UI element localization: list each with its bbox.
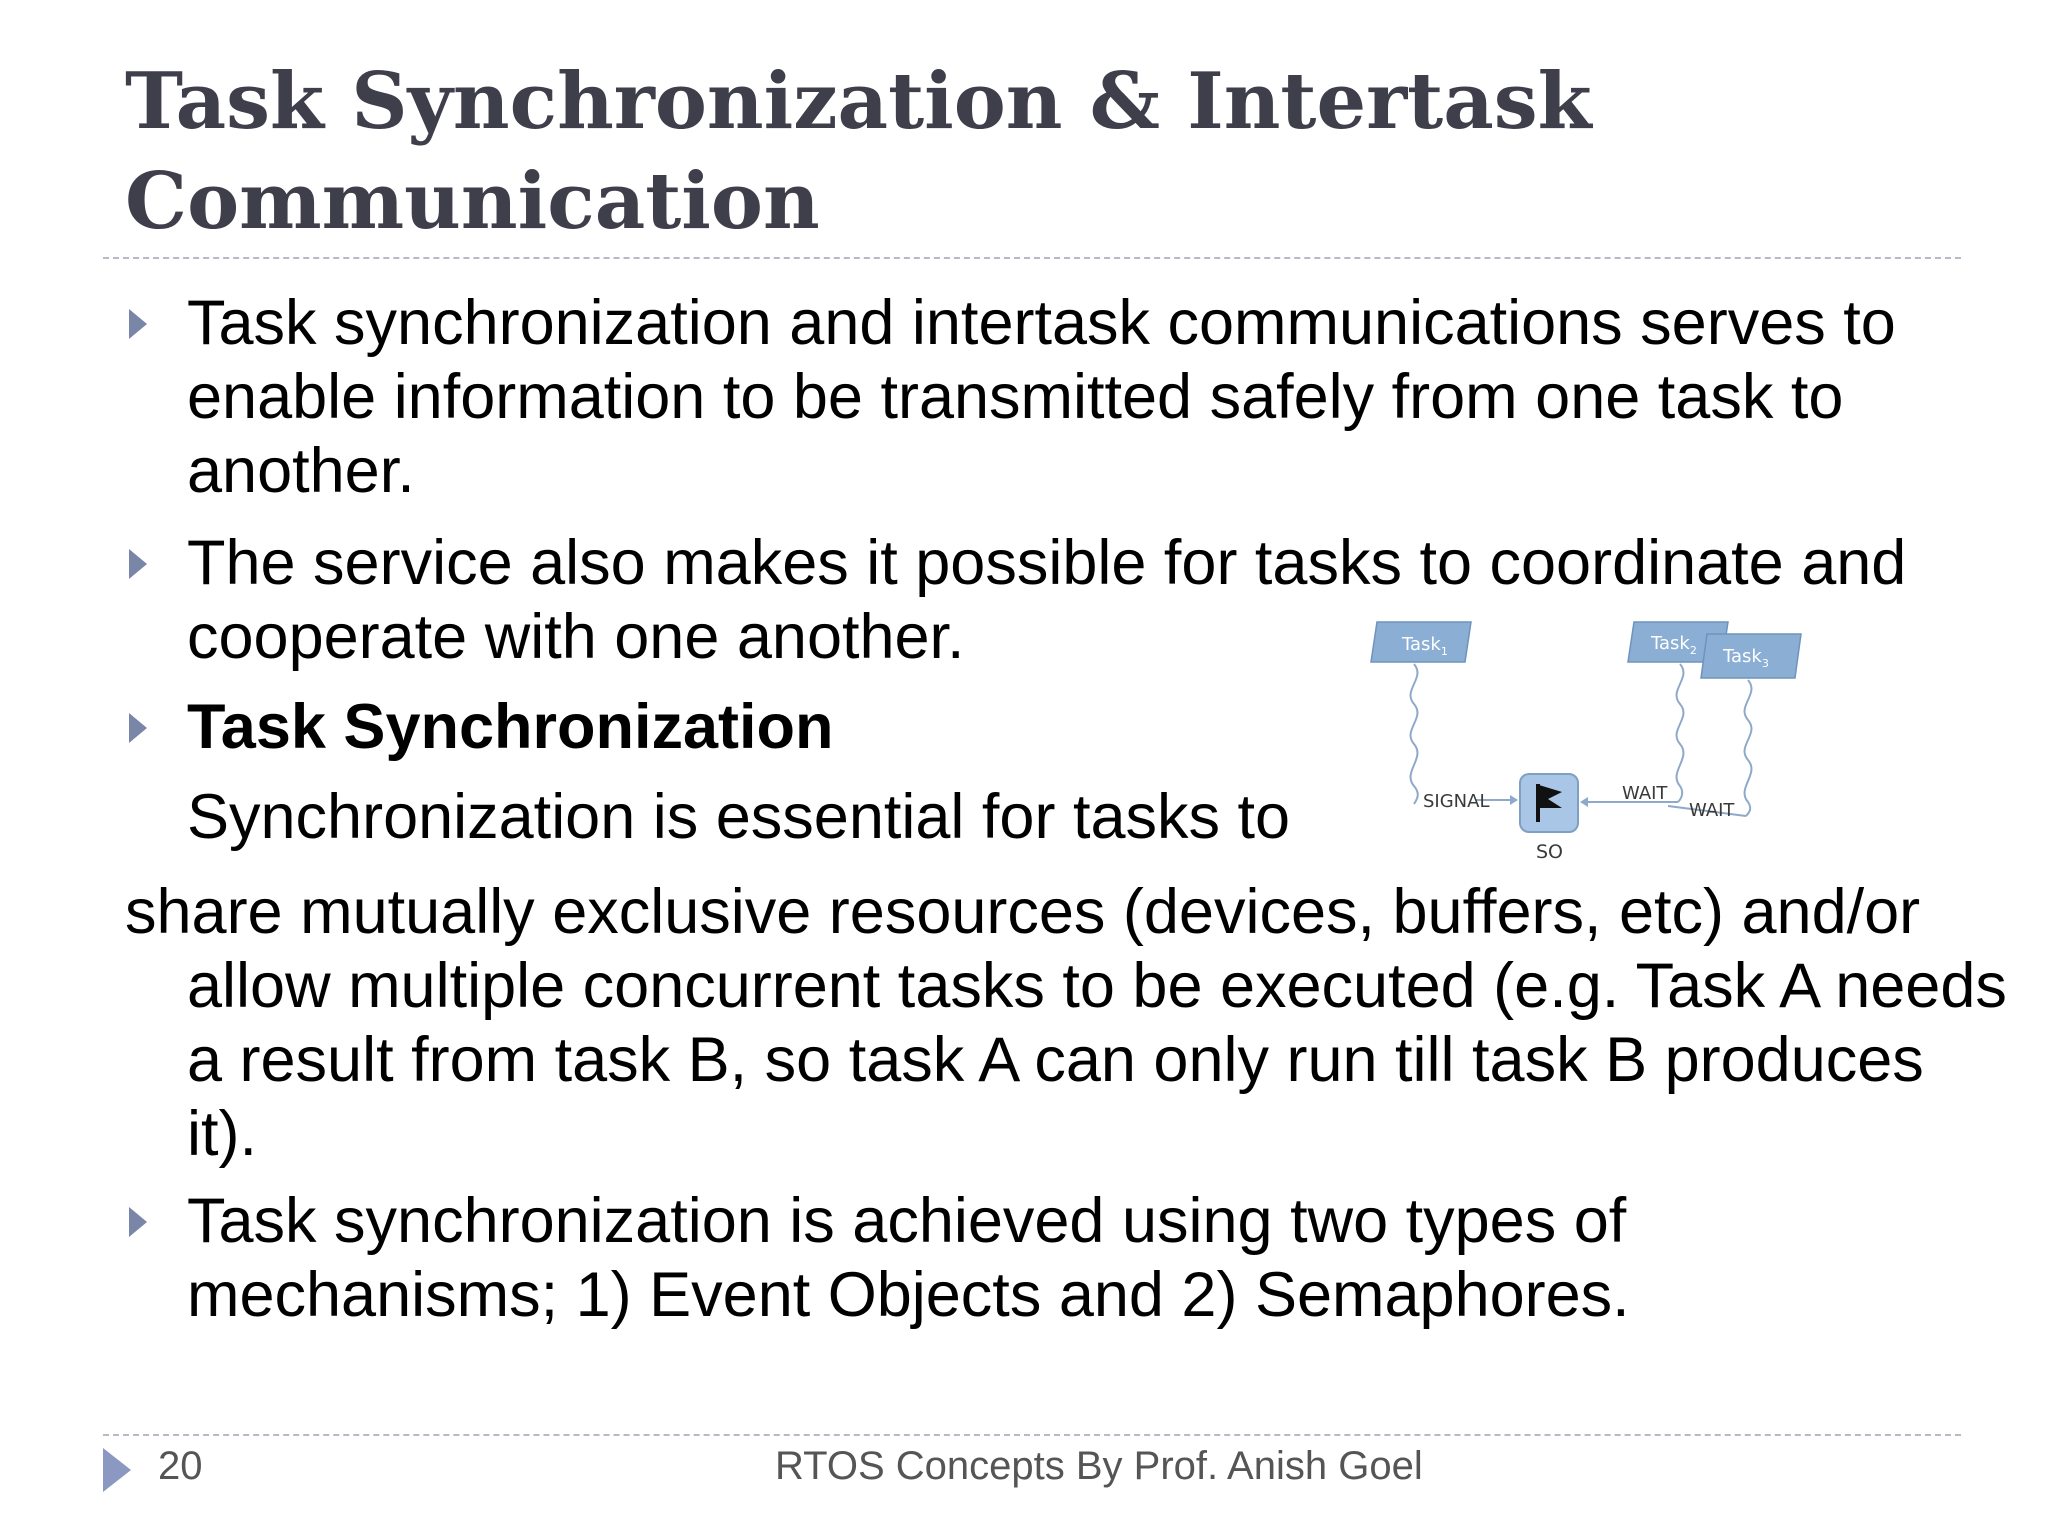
bullet-text: Task Synchronization: [187, 692, 834, 762]
task-1-box: [1371, 622, 1471, 662]
bullet-marker-icon: [129, 309, 147, 339]
task-1-connector: [1411, 664, 1418, 804]
bullet-marker-icon: [129, 549, 147, 579]
signal-label: SIGNAL: [1423, 791, 1490, 812]
signal-arrowhead-icon: [1510, 795, 1518, 805]
title-line-2: Communication: [125, 156, 820, 247]
task-1-label: Task$_1$: [1402, 634, 1448, 658]
page-number: 20: [158, 1444, 203, 1488]
title-divider: [103, 257, 1961, 259]
slide-title: [125, 52, 1925, 252]
bullet-item: [187, 780, 1377, 854]
task-2-label: Task$_2$: [1651, 633, 1697, 657]
task-3-label: Task$_3$: [1723, 646, 1769, 670]
bullet-item: [187, 286, 1957, 508]
bullet-marker-icon: [129, 1207, 147, 1237]
wait-label-1: WAIT: [1622, 783, 1668, 804]
continuation-paragraph: share mutually exclusive resources (devices, buffers, etc) and/or allow multiple concurrent tasks to be executed (e.g. Task A needs a result from task B, so task A can only run till task B produces it).: [125, 877, 2007, 1169]
bullet-text: Synchronization is essential for tasks to: [187, 782, 1291, 852]
wait-arrowhead-icon: [1580, 797, 1588, 807]
bullet-text: Task synchronization is achieved using two types of mechanisms; 1) Event Objects and 2) Semaphores.: [187, 1186, 1630, 1330]
bullet-item: [187, 1184, 1957, 1332]
wait-label-2: WAIT: [1689, 800, 1735, 821]
sync-object-label: SO: [1536, 841, 1564, 863]
task-2-connector: [1677, 664, 1684, 802]
task-3-connector: [1745, 680, 1752, 816]
title-line-1: Task Synchronization & Intertask: [125, 56, 1592, 147]
synchronization-diagram: [1368, 612, 1828, 872]
task-3-box: [1701, 634, 1801, 678]
bullet-text: The service also makes it possible for tasks to coordinate and cooperate with one another.: [187, 528, 1907, 672]
footer-credit: RTOS Concepts By Prof. Anish Goel: [775, 1444, 1423, 1488]
bullet-marker-icon: [129, 713, 147, 743]
footer-divider: [103, 1434, 1961, 1436]
bullet-text: Task synchronization and intertask communications serves to enable information to be transmitted safely from one task to another.: [187, 288, 1896, 506]
footer-arrow-icon: [103, 1448, 131, 1492]
